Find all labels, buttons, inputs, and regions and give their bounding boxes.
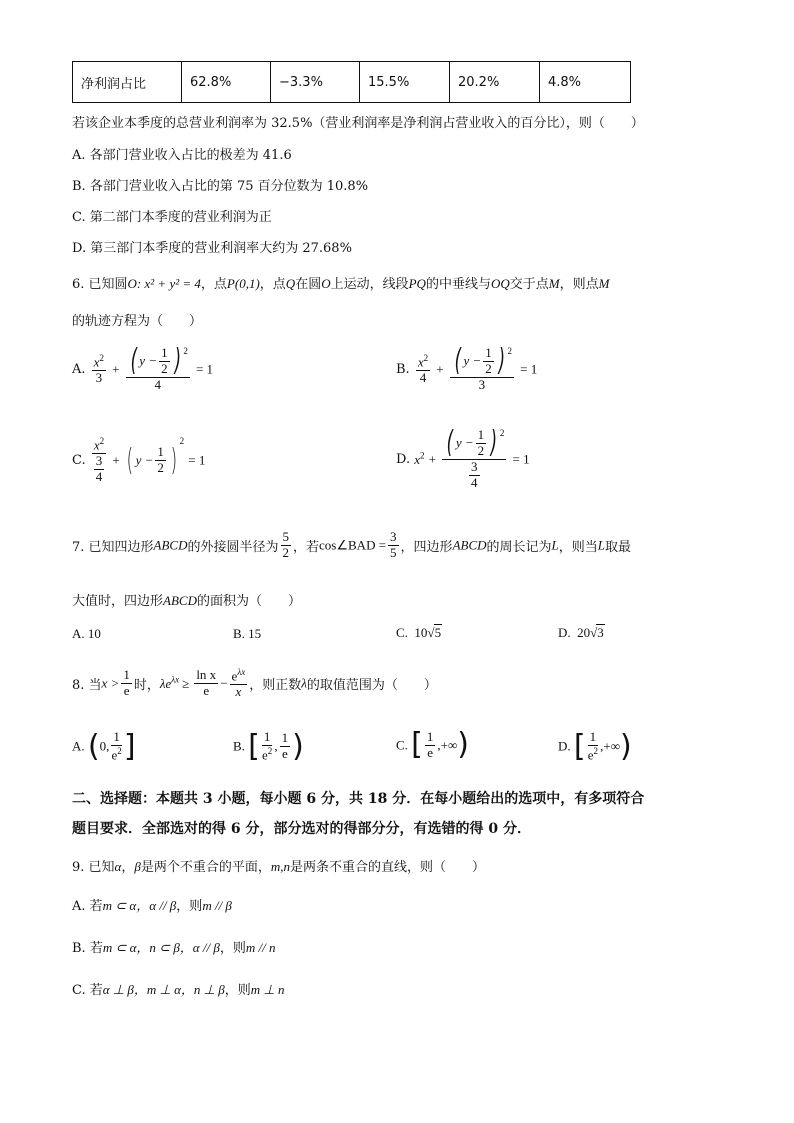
q6-stem-line2: 的轨迹方程为（ ） [72,314,203,329]
q9-math: m ⊂ α，n ⊂ β，α // β [102,940,220,955]
option-label: C. [72,453,86,469]
q6-text: 的中垂线与 [425,277,491,292]
table-cell: 20.2% [450,62,540,103]
q7-var: L [551,537,559,553]
q8-stem [72,667,437,700]
q7-text: 的面积为（ ） [196,594,301,609]
q8-text: 时， [133,678,160,694]
q8-option-b: B. [ $\frac{1}{e^2}$ , $\frac{1}{e}$ ) [233,728,304,764]
q6-option-c: C. $\frac{x^2}{\frac{3}{4}}$ + ( y − $\frac{1}{2}$ )$^2$ = 1 [72,436,206,485]
q6-text: 上运动，线段 [330,277,409,292]
q8-text: 的取值范围为（ ） [306,678,437,694]
q9-stem [72,856,485,875]
q9-math: α ⊥ β，m ⊥ α，n ⊥ β [102,982,225,997]
q6-text: 6. 已知圆 [72,277,128,292]
q7-text: 取最 [605,539,632,555]
q6-option-b: B. $\frac{x^2}{4}$ + ( y − $\frac{1}{2}$ ) $^2$ 3 = 1 [396,343,538,392]
q8-option-a: A. (0, $\frac{1}{e^2}$ ] [72,728,136,764]
fraction: $\frac{x^2}{4}$ [417,352,429,386]
q6-var: Q [285,276,296,291]
q7-math: cos∠BAD = [319,537,387,553]
q8-text: ，则正数 [249,678,302,694]
q6-text: 交于点 [509,277,549,292]
table-cell: 62.8% [182,62,271,103]
q8-math: $\lambda e^{\lambda x}$ [159,674,180,692]
option-label: D. [558,625,571,640]
q9-math: m ⊥ n [250,982,285,997]
q8-var: λ [301,675,307,691]
option-label: D. [558,738,571,754]
q7-var: ABCD [452,537,487,553]
q7-text: 的外接圆半径为 [187,539,279,555]
q6-point: P(0,1) [226,276,260,291]
q8-inf: +∞ [440,737,458,753]
q8-math: ≥ [182,675,190,691]
q7-text: ，则当 [558,539,598,555]
q7-option-d: D. 20√3 [558,625,604,640]
q8-math: x > [101,675,120,691]
q9-text: 9. 已知 [72,860,115,875]
q5-option-c: C. 第二部门本季度的营业利润为正 [72,210,272,225]
fraction: ( y − $\frac{1}{2}$ ) $^2$ 4 [126,346,190,393]
option-label: A. 若 [72,899,103,914]
q9-var: α [114,859,122,874]
q6-var: M [548,276,560,291]
fraction: $\frac{3}{5}$ [390,529,397,560]
q8-option-c: C. [ $\frac{1}{e}$ ,+∞) [396,727,469,763]
q6-var: PQ [408,276,426,291]
option-label: B. [233,738,245,754]
q7-text: ，四边形 [400,539,453,555]
table-row-label: 净利润占比 [73,62,182,103]
q6-var: O [321,276,331,291]
q8-text: 8. 当 [72,678,102,694]
q7-radicand: 3 [597,625,604,640]
q7-option-a: A. 10 [72,626,101,641]
option-label: C. [396,625,408,640]
q6-option-d: D. $x^2$ + ( y − $\frac{1}{2}$ ) $^2$ $\frac{3}{4}$ = 1 [396,425,530,490]
q5-option-b: B. 各部门营业收入占比的第 75 百分位数为 10.8% [72,179,369,194]
option-label: A. [72,361,86,377]
q8-inf: +∞ [603,738,620,754]
option-label: B. 若 [72,941,103,956]
q9-text: ，则 [176,899,203,914]
q9-text: ， [121,860,135,875]
q7-value: 10 [414,625,428,640]
q9-math: m // n [245,940,276,955]
section-heading: 二、选择题：本题共 3 小题，每小题 6 分，共 18 分．在每小题给出的选项中，有多项符合 [72,791,645,807]
q7-text: ，若 [293,539,320,555]
q9-option-a [72,895,232,914]
q6-circle: O: x² + y² = 4 [127,276,201,291]
section-heading-line2: 题目要求．全部选对的得 6 分，部分选对的得部分分，有选错的得 0 分． [72,821,531,837]
fraction: $\frac{1}{e}$ [123,667,130,699]
q9-text: 是两个不重合的平面， [140,860,271,875]
q6-text: ，则点 [559,277,599,292]
fraction: ( y − $\frac{1}{2}$ ) $^2$ 3 [450,346,514,393]
table-cell: 15.5% [360,62,450,103]
fraction: $\frac{x^2}{\frac{3}{4}}$ [92,436,107,485]
q9-text: ，则 [224,983,251,998]
fraction: $\frac{e^{\lambda x}}{x}$ [231,667,246,700]
q6-option-a: A. $\frac{x^2}{3}$ + ( y − $\frac{1}{2}$ ) $^2$ 4 = 1 [72,343,214,392]
q7-value: 20 [577,625,591,640]
option-label: C. 若 [72,983,103,998]
q6-text: ，点 [259,277,286,292]
q7-var: L [597,537,606,553]
fraction: ( y − $\frac{1}{2}$ ) $^2$ $\frac{3}{4}$ [442,428,506,491]
option-label: A. [72,738,85,754]
q6-var: OQ [490,276,510,291]
profit-table [72,61,631,103]
q5-option-d: D. 第三部门本季度的营业利润率大约为 27.68% [72,241,352,256]
q9-var: m,n [270,859,291,874]
q8-math: − [220,675,228,691]
q9-var: β [134,859,141,874]
q6-text: ，点 [200,277,227,292]
q7-stem [72,530,631,561]
q8-option-d: D. [ $\frac{1}{e^2}$ ,+∞) [558,728,632,764]
fraction: $\frac{5}{2}$ [282,529,290,560]
q9-math: m // β [202,898,232,913]
q5-option-a: A. 各部门营业收入占比的极差为 41.6 [72,148,292,163]
q9-text: ，则 [219,941,246,956]
q7-text: 7. 已知四边形 [72,539,154,555]
q7-text: 大值时，四边形 [72,594,164,609]
q6-var: M [598,276,610,291]
q7-var: ABCD [153,537,188,553]
fraction: $\frac{\text{ln x}}{e}$ [196,667,217,699]
q6-stem [72,273,609,292]
q7-text: 的周长记为 [486,539,552,555]
q5-stem: 若该企业本季度的总营业利润率为 32.5%（营业利润率是净利润占营业收入的百分比），则（ ） [72,116,644,131]
q6-text: 在圆 [295,277,322,292]
q9-option-c [72,979,284,998]
q7-radicand: 5 [434,625,442,640]
q9-text: 是两条不重合的直线，则（ ） [290,860,486,875]
q7-option-b: B. 15 [233,626,262,641]
q7-var: ABCD [163,593,197,608]
fraction: $\frac{x^2}{3}$ [93,352,104,386]
q9-math: m ⊂ α，α // β [102,898,177,913]
q7-option-c: C. 10√5 [396,625,442,640]
q9-option-b [72,937,275,956]
option-label: C. [396,737,408,753]
table-cell: −3.3% [271,62,360,103]
option-label: B. [396,361,410,377]
option-label: D. [396,451,411,467]
table-row [73,62,631,103]
q7-stem-line2 [72,590,301,609]
table-cell: 4.8% [540,62,631,103]
